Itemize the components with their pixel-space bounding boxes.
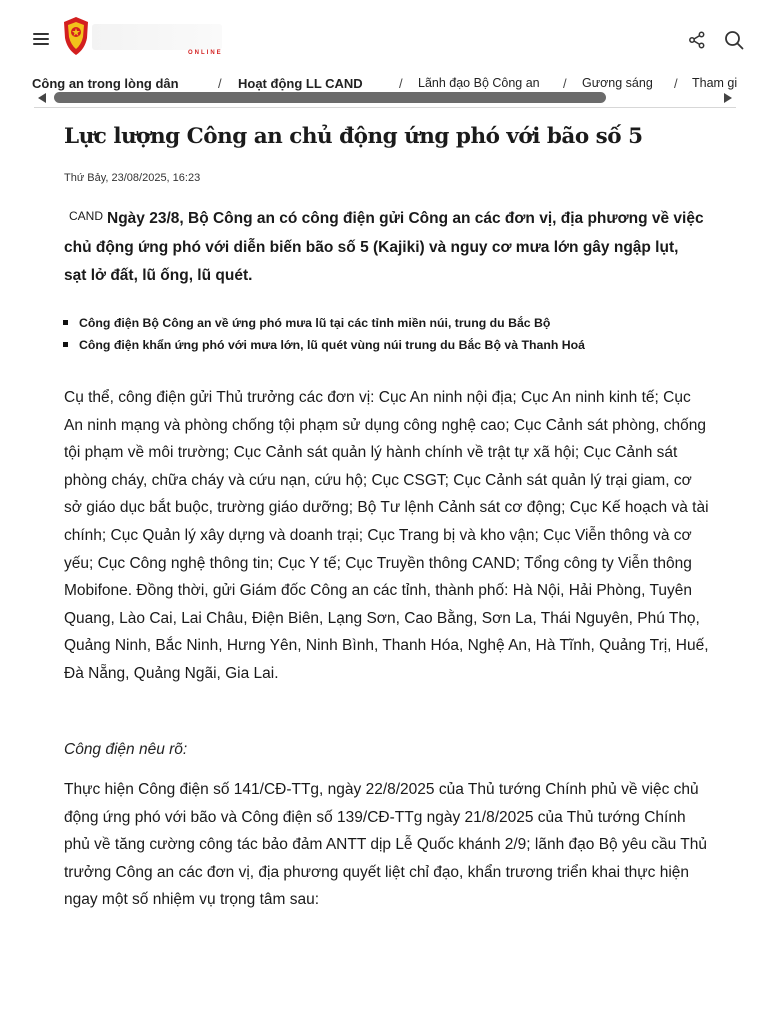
lead-source: CAND <box>69 209 104 223</box>
nav-item-guong-sang[interactable]: Gương sáng <box>582 76 653 90</box>
nav-separator: / <box>674 76 678 91</box>
related-link[interactable]: Công điện Bộ Công an về ứng phó mưa lũ tại các tỉnh miền núi, trung du Bắc Bộ <box>62 312 722 334</box>
nav-separator: / <box>218 76 222 91</box>
nav-separator: / <box>399 76 403 91</box>
emblem-icon <box>62 16 90 56</box>
article-paragraph-italic: Công điện nêu rõ: <box>64 741 188 758</box>
lead-text: Ngày 23/8, Bộ Công an có công điện gửi Công an các đơn vị, địa phương về việc chủ động ứng phó với diễn biến bão số 5 (Kajiki) và nguy cơ mưa lớn gây ngập lụt, sạt lở đất, lũ ống, lũ quét. <box>64 210 704 284</box>
scroll-left-icon[interactable] <box>38 93 46 103</box>
article-lead <box>64 205 704 291</box>
nav-item-hoat-dong-ll-cand[interactable]: Hoạt động LL CAND <box>238 76 363 91</box>
site-logo[interactable] <box>62 16 232 62</box>
nav-divider <box>34 107 736 108</box>
scrollbar-thumb[interactable] <box>54 92 606 103</box>
article-paragraph: Cụ thể, công điện gửi Thủ trưởng các đơn vị: Cục An ninh nội địa; Cục An ninh kinh tế; Cục An ninh mạng và phòng chống tội phạm sử dụng công nghệ cao; Cục Cảnh sát phòng, chống tội phạm về môi trường; Cục Cảnh sát quản lý hành chính về trật tự xã hội; Cục Cảnh sát phòng cháy, chữa cháy và cứu nạn, cứu hộ; Cục CSGT; Cục Cảnh sát quản lý trại giam, cơ sở giáo dục bắt buộc, trường giáo dưỡng; Bộ Tư lệnh Cảnh sát cơ động; Cục Kế hoạch và tài chính; Cục Quản lý xây dựng và doanh trại; Cục Trang bị và kho vận; Cục Viễn thông và cơ yếu; Cục Công nghệ thông tin; Cục Y tế; Cục Truyền thông CAND; Tổng công ty Viễn thông Mobifone. Đồng thời, gửi Giám đốc Công an các tỉnh, thành phố: Hà Nội, Hải Phòng, Tuyên Quang, Lào Cai, Lai Châu, Điện Biên, Lạng Sơn, Cao Bằng, Sơn La, Thái Nguyên, Phú Thọ, Quảng Ninh, Bắc Ninh, Hưng Yên, Ninh Bình, Thanh Hóa, Nghệ An, Hà Tĩnh, Quảng Trị, Huế, Đà Nẵng, Quảng Ngãi, Gia Lai. <box>64 389 709 682</box>
site-header <box>0 0 768 76</box>
related-links <box>62 312 722 356</box>
search-icon[interactable] <box>724 30 744 50</box>
nav-item-lanh-dao-bo-cong-an[interactable]: Lãnh đạo Bộ Công an <box>418 76 540 90</box>
nav-separator: / <box>563 76 567 91</box>
share-icon[interactable] <box>688 31 706 49</box>
article-title: Lực lượng Công an chủ động ứng phó với bão số 5 <box>64 124 643 149</box>
nav-item-tham-gia[interactable]: Tham gi <box>692 76 738 90</box>
article-paragraph: Thực hiện Công điện số 141/CĐ-TTg, ngày 22/8/2025 của Thủ tướng Chính phủ về việc chủ động ứng phó với bão và Công điện số 139/CĐ-TTg ngày 21/8/2025 của Thủ tướng Chính phủ về tăng cường công tác bảo đảm ANTT dịp Lễ Quốc khánh 2/9; lãnh đạo Bộ yêu cầu Thủ trưởng Công an các đơn vị, địa phương quyết liệt chỉ đạo, khẩn trương triển khai thực hiện ngay một số nhiệm vụ trọng tâm sau: <box>64 781 707 909</box>
logo-wordmark <box>92 24 222 50</box>
nav-item-cong-an-trong-long-dan[interactable]: Công an trong lòng dân <box>32 76 179 91</box>
menu-icon[interactable] <box>33 32 49 46</box>
logo-subtitle: ONLINE <box>188 50 223 56</box>
related-link[interactable]: Công điện khẩn ứng phó với mưa lớn, lũ quét vùng núi trung du Bắc Bộ và Thanh Hoá <box>62 334 722 356</box>
category-nav <box>0 74 740 92</box>
article-date: Thứ Bảy, 23/08/2025, 16:23 <box>64 172 201 184</box>
scroll-right-icon[interactable] <box>724 93 732 103</box>
